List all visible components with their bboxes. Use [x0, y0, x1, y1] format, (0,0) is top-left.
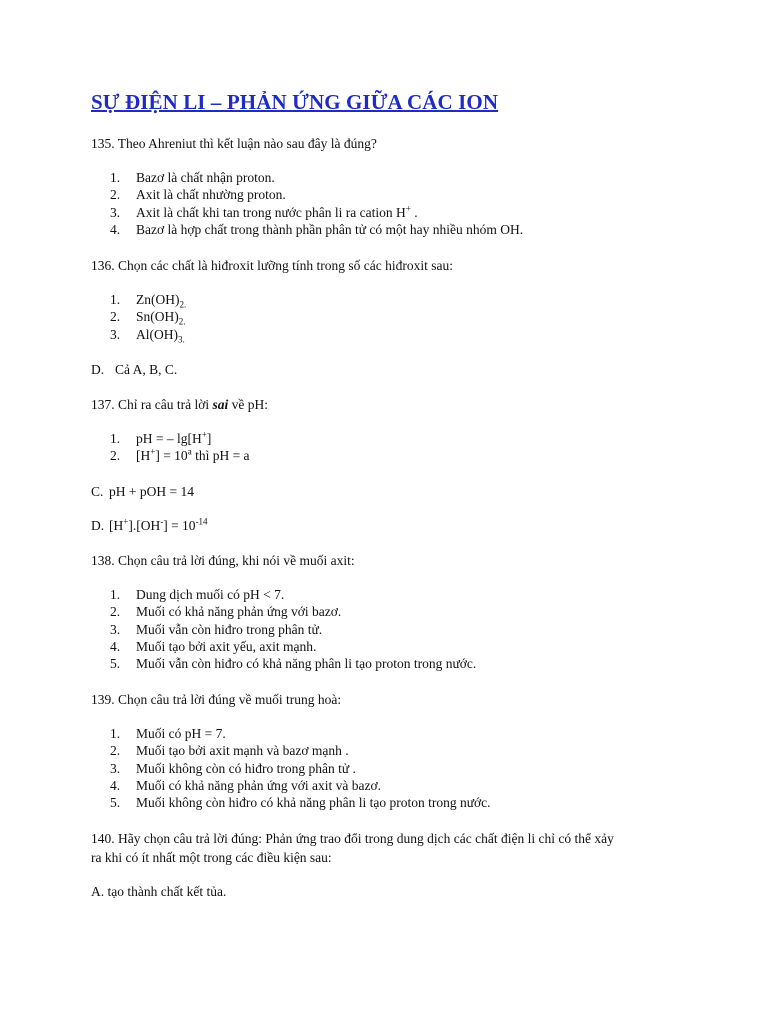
item-number: 1.	[110, 292, 121, 307]
superscript: +	[150, 446, 156, 457]
item-text	[136, 326, 185, 343]
item-text	[136, 308, 186, 325]
item-number: 3.	[110, 204, 121, 220]
item-number: 2.	[110, 604, 121, 620]
superscript: +	[123, 516, 129, 527]
superscript: +	[405, 203, 411, 214]
emphasis-word: sai	[212, 397, 229, 412]
item-number: 4.	[110, 777, 121, 793]
item-number: 3.	[110, 326, 121, 342]
superscript: +	[201, 429, 207, 440]
formula-part: ]	[206, 431, 212, 446]
item-number: 2.	[110, 187, 121, 203]
item-number: 1.	[110, 431, 121, 446]
superscript: -14	[195, 516, 208, 527]
item-text: Axit là chất nhường proton.	[136, 187, 286, 203]
item-text-part: Axit là chất khi tan trong nước phân li ra cation H	[136, 204, 406, 220]
question-137	[91, 395, 268, 414]
option-text: pH + pOH = 14	[109, 484, 194, 499]
item-text: Muối vẫn còn hiđro trong phân tử.	[136, 621, 323, 637]
superscript: -	[160, 516, 164, 527]
item-text: Bazơ là chất nhận proton.	[136, 170, 275, 185]
question-140-option-a: A. tạo thành chất kết tủa.	[91, 884, 227, 899]
question-140-line-1: 140. Hãy chọn câu trả lời đúng: Phản ứng trao đổi trong dung dịch các chất điện li chỉ có thể xảy	[91, 831, 614, 846]
formula: Zn(OH)	[136, 292, 180, 307]
formula: Sn(OH)	[136, 309, 179, 325]
superscript: a	[187, 446, 192, 457]
item-text: Dung dịch muối có pH < 7.	[136, 587, 285, 602]
question-135: 135. Theo Ahreniut thì kết luận nào sau đây là đúng?	[91, 136, 377, 151]
item-text: Bazơ là hợp chất trong thành phần phân tử có một hay nhiều nhóm OH.	[136, 221, 524, 237]
item-text: Muối có pH = 7.	[136, 726, 226, 741]
item-number: 4.	[110, 221, 121, 237]
question-136-option-d	[91, 360, 177, 379]
item-number: 1.	[110, 587, 121, 602]
option-label: C.	[91, 484, 104, 499]
formula-part: ].[OH	[128, 518, 161, 533]
formula-part: [H	[109, 518, 124, 533]
item-number: 5.	[110, 656, 121, 672]
item-text: Muối có khả năng phản ứng với bazơ.	[136, 604, 342, 620]
formula-part: pH = – lg[H	[136, 431, 202, 446]
formula-part: [H	[136, 448, 151, 464]
item-number: 2.	[110, 309, 121, 325]
item-text	[136, 447, 250, 464]
item-number: 5.	[110, 795, 121, 811]
formula: Al(OH)	[136, 326, 178, 342]
item-text: Muối có khả năng phản ứng với axit và bazơ.	[136, 777, 382, 793]
item-text: Muối tạo bởi axit mạnh và bazơ mạnh .	[136, 743, 349, 759]
formula-part: thì pH = a	[191, 448, 250, 464]
item-number: 1.	[110, 726, 121, 741]
question-138: 138. Chọn câu trả lời đúng, khi nói về muối axit:	[91, 553, 355, 568]
subscript: 3.	[178, 334, 185, 345]
page-title: SỰ ĐIỆN LI – PHẢN ỨNG GIỮA CÁC ION	[91, 90, 499, 114]
item-number: 3.	[110, 621, 121, 637]
question-text-part: về pH:	[228, 397, 268, 412]
item-text: Muối không còn có hiđro trong phân tử .	[136, 760, 356, 776]
question-137-option-d	[91, 516, 208, 535]
question-137-option-c	[91, 482, 194, 501]
formula-part: ] = 10	[155, 448, 188, 464]
item-text	[136, 430, 211, 447]
item-text	[136, 291, 186, 308]
option-label: D.	[91, 518, 105, 533]
option-text	[109, 518, 208, 533]
item-text: Muối vẫn còn hiđro có khả năng phân li tạo proton trong nước.	[136, 656, 477, 672]
item-number: 3.	[110, 760, 121, 776]
item-number: 4.	[110, 638, 121, 654]
item-text-part: .	[410, 204, 418, 220]
item-text: Muối không còn hiđro có khả năng phân li tạo proton trong nước.	[136, 795, 491, 811]
option-text: Cả A, B, C.	[115, 362, 178, 377]
item-text	[136, 204, 418, 221]
subscript: 2.	[178, 316, 186, 327]
question-text-part: 137. Chỉ ra câu trả lời	[91, 397, 213, 412]
item-text: Muối tạo bởi axit yếu, axit mạnh.	[136, 638, 317, 654]
question-136: 136. Chọn các chất là hiđroxit lưỡng tính trong số các hiđroxit sau:	[91, 258, 454, 273]
item-number: 1.	[110, 170, 121, 185]
question-140-line-2: ra khi có ít nhất một trong các điều kiện sau:	[91, 850, 332, 865]
item-number: 2.	[110, 743, 121, 759]
subscript: 2.	[179, 299, 187, 310]
item-number: 2.	[110, 448, 121, 464]
formula-part: ] = 10	[163, 518, 196, 533]
option-label: D.	[91, 362, 105, 377]
question-139: 139. Chọn câu trả lời đúng về muối trung hoà:	[91, 692, 342, 707]
